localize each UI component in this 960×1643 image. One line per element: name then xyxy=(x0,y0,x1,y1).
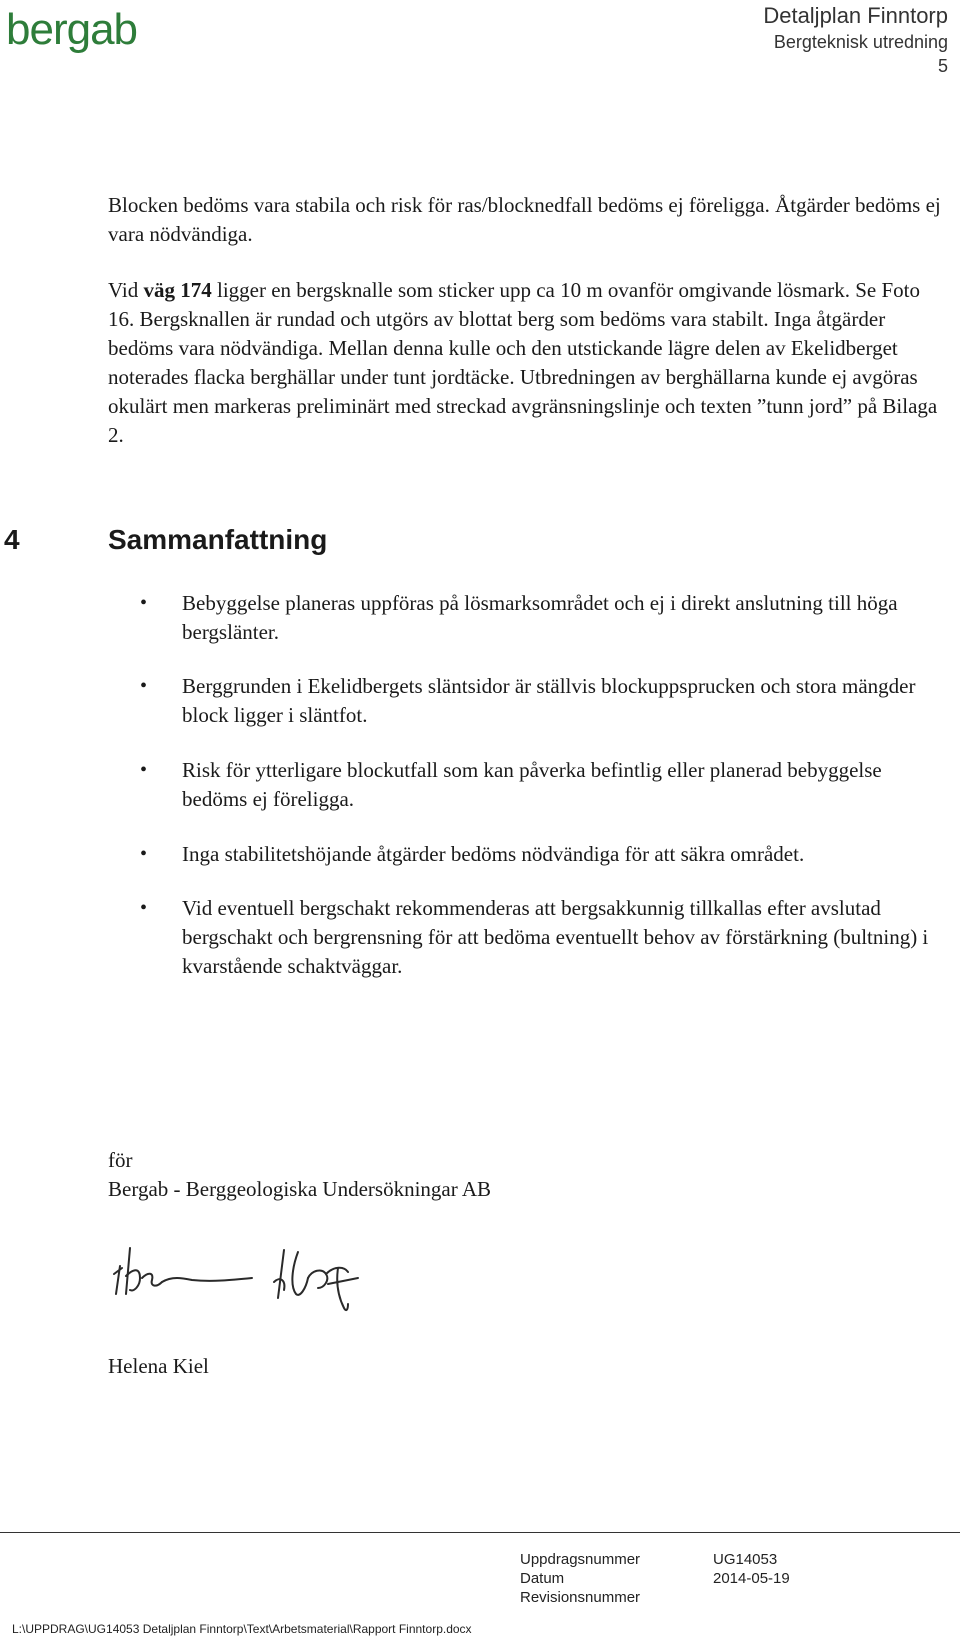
revision-label: Revisionsnummer xyxy=(520,1589,641,1606)
bullet-icon: • xyxy=(140,897,148,919)
document-title: Detaljplan Finntorp xyxy=(763,3,948,28)
page-header xyxy=(763,2,948,78)
paragraph-rest: ligger en bergsknalle som sticker upp ca 10 m ovanför omgivande lösmark. Se Foto 16. Bergsknallen är rundad och utgörs av blottat berg som bedöms vara stabilt. Inga åtgärder bedöms vara nödvändiga. Mellan denna kulle och den utstickande lägre delen av Ekelidberget noterades flacka berghällar under tunt jordtäcke. Utbredningen av berghällarna kunde ej avgöras okulärt men markeras preliminärt med streckad avgränsningslinje och texten ”tunn jord” på Bilaga 2. xyxy=(108,278,938,447)
signoff-company: Bergab - Berggeologiska Undersökningar AB xyxy=(108,1177,491,1201)
bullet-icon: • xyxy=(140,759,148,781)
file-path: L:\UPPDRAG\UG14053 Detaljplan Finntorp\Text\Arbetsmaterial\Rapport Finntorp.docx xyxy=(12,1622,472,1636)
list-item-text: Risk för ytterligare blockutfall som kan påverka befintlig eller planerad bebyggelse bedöms ej föreligga. xyxy=(182,758,882,811)
footer-row-datum xyxy=(520,1569,790,1588)
bullet-icon: • xyxy=(140,843,148,865)
footer-metadata xyxy=(520,1550,790,1607)
road-name: väg 174 xyxy=(143,278,212,302)
page-number: 5 xyxy=(937,56,948,76)
bullet-icon: • xyxy=(140,592,148,614)
handwritten-signature xyxy=(112,1238,392,1318)
footer-row-revision xyxy=(520,1588,790,1607)
paragraph-road-174 xyxy=(108,276,948,450)
list-item-text: Vid eventuell bergschakt rekommenderas att bergsakkunnig tillkallas efter avslutad bergschakt och bergrensning för att bedöma eventuellt behov av förstärkning (bultning) i kvarstående schaktväggar. xyxy=(182,896,929,978)
signoff-for: för xyxy=(108,1148,133,1172)
list-item-text: Berggrunden i Ekelidbergets släntsidor är ställvis blockuppsprucken och stora mängder block ligger i släntfot. xyxy=(182,674,916,727)
bullet-icon: • xyxy=(140,675,148,697)
logo-text: bergab xyxy=(6,5,138,54)
document-subtitle: Bergteknisk utredning xyxy=(773,32,948,52)
list-item xyxy=(140,840,940,869)
list-item-text: Inga stabilitetshöjande åtgärder bedöms nödvändiga för att säkra området. xyxy=(182,842,805,866)
section-title: Sammanfattning xyxy=(108,524,328,555)
uppdrag-value: UG14053 xyxy=(713,1551,778,1568)
footer-row-uppdrag xyxy=(520,1550,790,1569)
list-item xyxy=(140,756,940,814)
list-item xyxy=(140,894,940,981)
bergab-logo xyxy=(4,2,144,68)
list-item xyxy=(140,672,940,730)
datum-value: 2014-05-19 xyxy=(713,1570,790,1587)
paragraph-blocks-stable: Blocken bedöms vara stabila och risk för ras/blocknedfall bedöms ej föreligga. Åtgärder bedöms ej vara nödvändiga. xyxy=(108,193,941,246)
list-item xyxy=(140,589,940,647)
signoff-name: Helena Kiel xyxy=(108,1354,209,1378)
uppdrag-label: Uppdragsnummer xyxy=(520,1551,641,1568)
footer-divider xyxy=(0,1532,960,1533)
list-item-text: Bebyggelse planeras uppföras på lösmarksområdet och ej i direkt anslutning till höga bergslänter. xyxy=(182,591,898,644)
datum-label: Datum xyxy=(520,1570,565,1587)
paragraph-prefix: Vid xyxy=(108,278,144,302)
section-number: 4 xyxy=(4,524,20,555)
